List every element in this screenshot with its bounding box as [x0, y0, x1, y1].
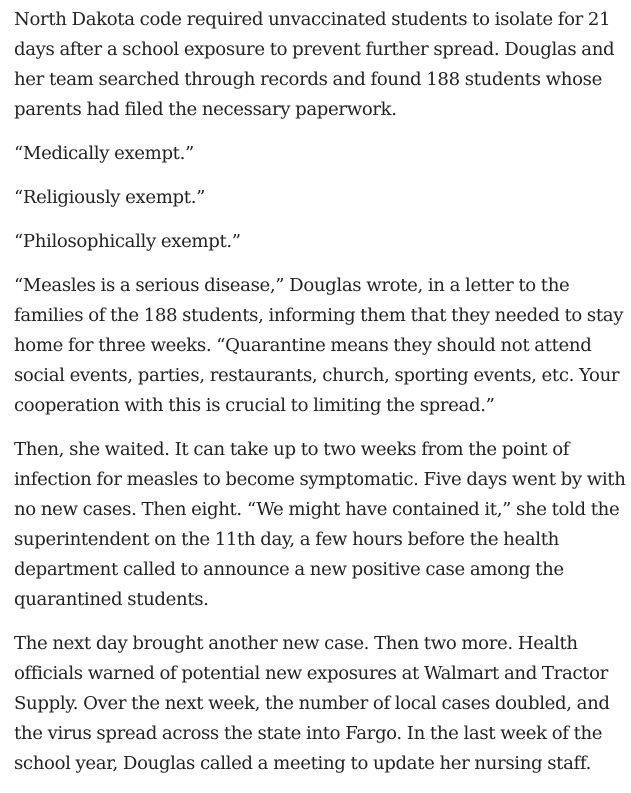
paragraph-waiting-period: Then, she waited. It can take up to two weeks from the point of infection for measles to become symptomatic. Five days went by with no new cases. Then eight. “We might have contained it,” she told the superintendent on the 11th day, a few hours before the health department called to announce a new positive case among the quarantined students. [14, 439, 626, 610]
quote-religiously-exempt: “Religiously exempt.” [14, 187, 205, 208]
quote-philosophically-exempt: “Philosophically exempt.” [14, 231, 241, 252]
article-body [14, 5, 626, 793]
paragraph-spread: The next day brought another new case. Then two more. Health officials warned of potential new exposures at Walmart and Tractor Supply. Over the next week, the number of local cases doubled, and the virus spread across the state into Fargo. In the last week of the school year, Douglas called a meeting to update her nursing staff. [14, 633, 610, 774]
paragraph-isolation-rule: North Dakota code required unvaccinated students to isolate for 21 days after a school exposure to prevent further spread. Douglas and her team searched through records and found 188 students whose parents had filed the necessary paperwork. [14, 9, 615, 120]
paragraph-letter-to-families: “Measles is a serious disease,” Douglas wrote, in a letter to the families of the 188 students, informing them that they needed to stay home for three weeks. “Quarantine means they should not attend social events, parties, restaurants, church, sporting events, etc. Your cooperation with this is crucial to limiting the spread.” [14, 275, 624, 416]
quote-medically-exempt: “Medically exempt.” [14, 143, 194, 164]
